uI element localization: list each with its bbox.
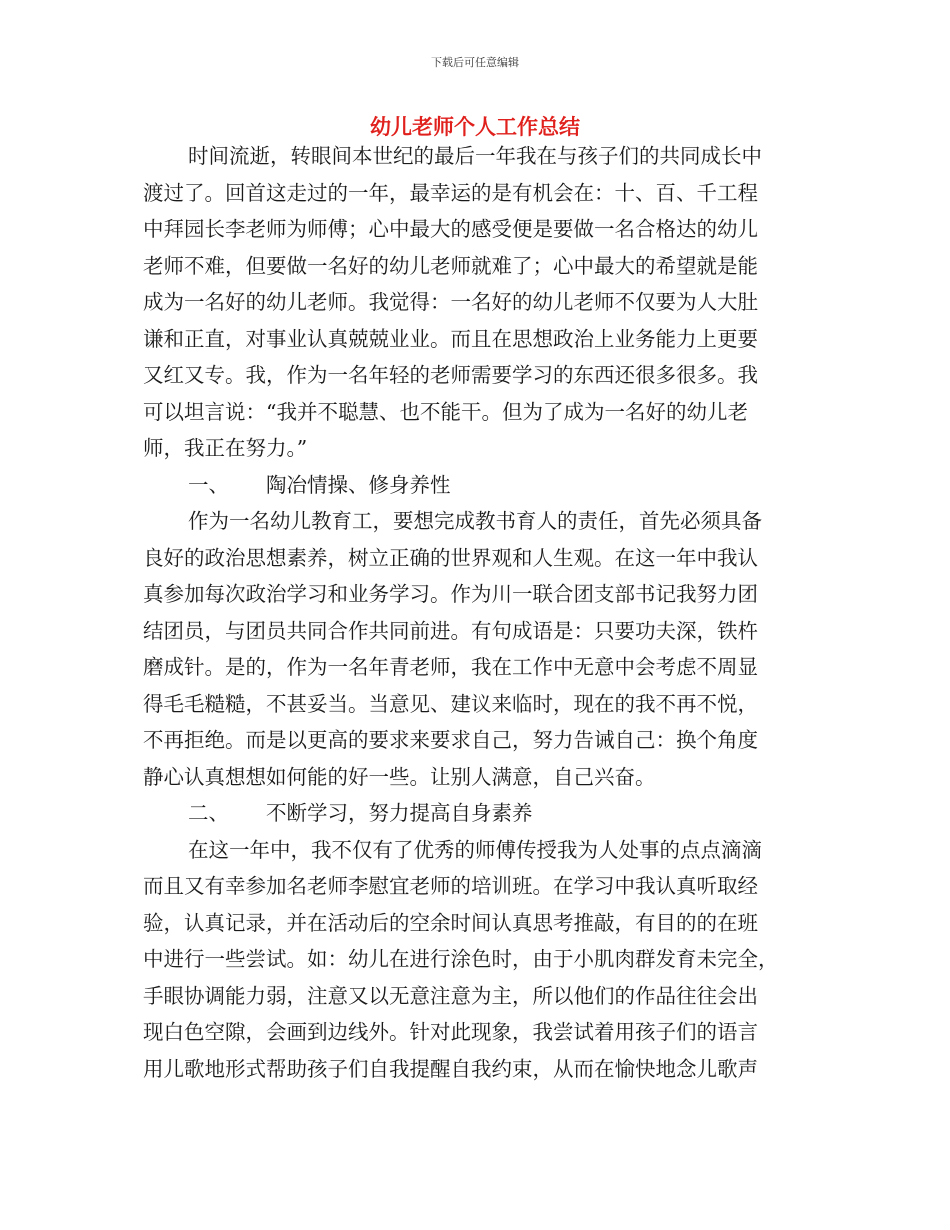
text-line: 又红又专。我，作为一名年轻的老师需要学习的东西还很多很多。我 — [143, 363, 758, 387]
text-line: 用儿歌地形式帮助孩子们自我提醒自我约束，从而在愉快地念儿歌声 — [143, 1056, 758, 1081]
text-line: 谦和正直，对事业认真兢兢业业。而且在思想政治上业务能力上更要 — [143, 326, 758, 351]
text-line: 师，我正在努力。” — [143, 436, 308, 460]
text-line: 老师不难，但要做一名好的幼儿老师就难了；心中最大的希望就是能 — [143, 253, 758, 278]
section-heading-2 — [143, 795, 803, 832]
text-line: 验，认真记录，并在活动后的空余时间认真思考推敲，有目的的在班 — [143, 910, 758, 935]
text-line: 中进行一些尝试。如：幼儿在进行涂色时，由于小肌肉群发育未完全， — [143, 947, 779, 971]
section-heading-1 — [143, 467, 803, 504]
section-title: 陶冶情操、修身养性 — [266, 472, 451, 497]
text-line: 不再拒绝。而是以更高的要求来要求自己，努力告诫自己：换个角度 — [143, 728, 758, 752]
text-line: 在这一年中，我不仅有了优秀的师傅传授我为人处事的点点滴滴 — [188, 837, 762, 862]
text-line: 渡过了。回首这走过的一年，最幸运的是有机会在：十、百、千工程 — [143, 180, 758, 205]
section-title: 不断学习，努力提高自身素养 — [266, 801, 533, 825]
document-title: 幼儿老师个人工作总结 — [370, 115, 580, 139]
text-line: 中拜园长李老师为师傅；心中最大的感受便是要做一名合格达的幼儿 — [143, 217, 758, 241]
section-number: 二、 — [188, 801, 229, 825]
text-line: 结团员，与团员共同合作共同前进。有句成语是：只要功夫深，铁杵 — [143, 618, 758, 643]
header-note: 下载后可任意编辑 — [431, 56, 519, 69]
text-line: 时间流逝，转眼间本世纪的最后一年我在与孩子们的共同成长中 — [188, 144, 762, 168]
section-number: 一、 — [188, 472, 229, 497]
text-line: 得毛毛糙糙，不甚妥当。当意见、建议来临时，现在的我不再不悦， — [143, 691, 758, 716]
text-line: 静心认真想想如何能的好一些。让别人满意，自己兴奋。 — [143, 764, 656, 789]
text-line: 良好的政治思想素养，树立正确的世界观和人生观。在这一年中我认 — [143, 545, 758, 570]
text-line: 磨成针。是的，作为一名年青老师，我在工作中无意中会考虑不周显 — [143, 655, 758, 679]
document-body — [143, 138, 803, 1087]
text-line: 成为一名好的幼儿老师。我觉得：一名好的幼儿老师不仅要为人大肚 — [143, 290, 758, 314]
text-line: 可以坦言说：“我并不聪慧、也不能干。但为了成为一名好的幼儿老 — [143, 399, 748, 424]
text-line: 作为一名幼儿教育工，要想完成教书育人的责任，首先必须具备 — [188, 509, 762, 533]
text-line: 现白色空隙，会画到边线外。针对此现象，我尝试着用孩子们的语言 — [143, 1020, 758, 1044]
text-line: 而且又有幸参加名老师李慰宜老师的培训班。在学习中我认真听取经 — [143, 874, 758, 898]
text-line: 手眼协调能力弱，注意又以无意注意为主，所以他们的作品往往会出 — [143, 983, 758, 1008]
text-line: 真参加每次政治学习和业务学习。作为川一联合团支部书记我努力团 — [143, 582, 758, 606]
